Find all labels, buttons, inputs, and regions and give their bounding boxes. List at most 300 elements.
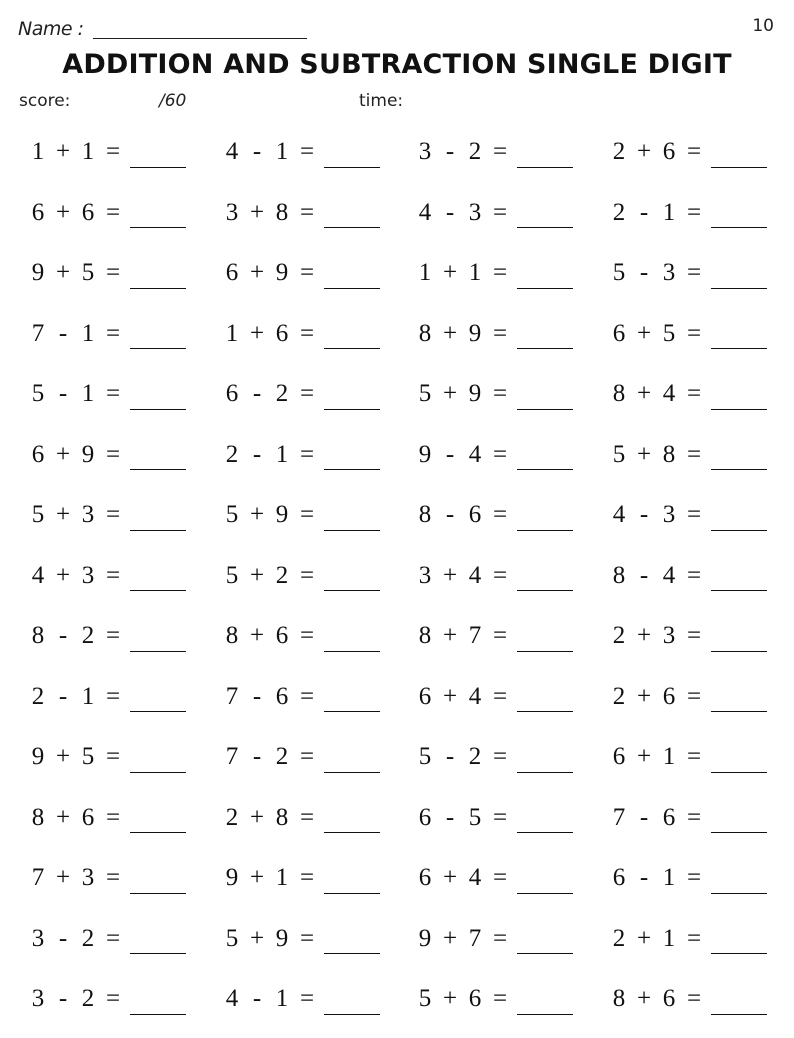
operand-b: 7 (468, 924, 482, 952)
math-problem (29, 493, 186, 537)
operator: + (636, 319, 652, 347)
operator: - (639, 501, 649, 528)
problem-row (0, 977, 794, 1038)
operand-b: 1 (81, 138, 95, 165)
math-problem (610, 251, 767, 295)
math-problem (416, 251, 573, 295)
operand-b: 1 (81, 682, 95, 710)
operator: - (58, 380, 68, 407)
problem-row (0, 433, 794, 494)
answer-blank[interactable] (711, 318, 767, 349)
equals-sign: = (492, 440, 508, 468)
operator: + (249, 924, 265, 952)
answer-blank[interactable] (324, 681, 380, 712)
answer-blank[interactable] (324, 621, 380, 652)
operand-b: 6 (468, 501, 482, 528)
operand-b: 4 (662, 561, 676, 589)
operand-b: 6 (275, 319, 289, 347)
answer-blank[interactable] (130, 863, 186, 894)
operator: - (639, 259, 649, 286)
math-problem (29, 312, 186, 356)
math-problem (610, 554, 767, 598)
operator: + (249, 803, 265, 831)
math-problem (610, 614, 767, 658)
operand-a: 5 (225, 561, 239, 589)
operator: + (249, 319, 265, 347)
answer-blank[interactable] (517, 258, 573, 289)
equals-sign: = (105, 380, 121, 407)
math-problem (416, 796, 573, 840)
equals-sign: = (492, 985, 508, 1012)
operand-b: 6 (81, 198, 95, 226)
operator: + (55, 138, 71, 165)
operand-b: 2 (275, 743, 289, 770)
operand-a: 2 (612, 622, 626, 649)
score-total: /60 (159, 91, 187, 111)
operator: - (445, 501, 455, 528)
operand-b: 1 (662, 864, 676, 891)
operand-a: 8 (418, 501, 432, 528)
math-problem (416, 312, 573, 356)
answer-blank[interactable] (517, 802, 573, 833)
answer-blank[interactable] (324, 863, 380, 894)
problem-row (0, 856, 794, 917)
operator: - (58, 985, 68, 1012)
answer-blank[interactable] (324, 984, 380, 1015)
operand-b: 8 (662, 440, 676, 468)
math-problem (223, 977, 380, 1021)
equals-sign: = (492, 803, 508, 831)
answer-blank[interactable] (324, 137, 380, 168)
operand-b: 6 (662, 138, 676, 165)
operand-b: 1 (81, 319, 95, 347)
answer-blank[interactable] (130, 439, 186, 470)
math-problem (610, 312, 767, 356)
equals-sign: = (105, 985, 121, 1012)
time-label: time: (359, 91, 404, 111)
equals-sign: = (492, 259, 508, 286)
equals-sign: = (105, 440, 121, 468)
operator: + (55, 198, 71, 226)
answer-blank[interactable] (324, 197, 380, 228)
equals-sign: = (686, 440, 702, 468)
operand-a: 6 (612, 743, 626, 770)
math-problem (223, 433, 380, 477)
operator: + (249, 198, 265, 226)
equals-sign: = (105, 682, 121, 710)
operand-b: 5 (81, 259, 95, 286)
equals-sign: = (299, 380, 315, 407)
name-answer-line[interactable] (93, 38, 307, 39)
operand-b: 6 (662, 985, 676, 1012)
operand-b: 4 (468, 440, 482, 468)
operand-a: 8 (418, 622, 432, 649)
math-problem (29, 433, 186, 477)
answer-blank[interactable] (324, 318, 380, 349)
operand-a: 5 (418, 380, 432, 407)
equals-sign: = (686, 380, 702, 407)
operator: + (442, 864, 458, 891)
equals-sign: = (299, 561, 315, 589)
answer-blank[interactable] (711, 500, 767, 531)
operand-a: 6 (418, 864, 432, 891)
math-problem (416, 372, 573, 416)
math-problem (610, 856, 767, 900)
math-problem (416, 614, 573, 658)
operand-b: 1 (662, 743, 676, 770)
operator: - (445, 198, 455, 226)
operator: - (639, 561, 649, 589)
operand-a: 4 (612, 501, 626, 528)
operand-a: 9 (31, 259, 45, 286)
operand-a: 7 (31, 864, 45, 891)
operand-a: 9 (418, 924, 432, 952)
operand-b: 1 (275, 864, 289, 891)
math-problem (416, 130, 573, 174)
math-problem (29, 554, 186, 598)
math-problem (29, 796, 186, 840)
operand-a: 5 (225, 924, 239, 952)
equals-sign: = (105, 622, 121, 649)
answer-blank[interactable] (711, 560, 767, 591)
operator: + (636, 138, 652, 165)
operand-b: 9 (275, 501, 289, 528)
operand-b: 7 (468, 622, 482, 649)
operand-b: 1 (275, 985, 289, 1012)
equals-sign: = (105, 138, 121, 165)
answer-blank[interactable] (324, 258, 380, 289)
operand-a: 3 (31, 985, 45, 1012)
operand-a: 7 (612, 803, 626, 831)
equals-sign: = (492, 743, 508, 770)
answer-blank[interactable] (517, 742, 573, 773)
answer-blank[interactable] (130, 258, 186, 289)
equals-sign: = (492, 138, 508, 165)
answer-blank[interactable] (324, 802, 380, 833)
operator: + (55, 561, 71, 589)
equals-sign: = (686, 864, 702, 891)
operator: - (252, 743, 262, 770)
operator: + (442, 622, 458, 649)
operand-b: 9 (81, 440, 95, 468)
equals-sign: = (105, 561, 121, 589)
operator: + (55, 864, 71, 891)
operand-a: 9 (31, 743, 45, 770)
answer-blank[interactable] (130, 560, 186, 591)
operand-b: 6 (662, 682, 676, 710)
answer-blank[interactable] (711, 137, 767, 168)
operator: + (442, 561, 458, 589)
operator: + (442, 924, 458, 952)
operand-a: 5 (418, 985, 432, 1012)
operand-b: 3 (468, 198, 482, 226)
operand-b: 1 (81, 380, 95, 407)
operand-a: 3 (418, 561, 432, 589)
operand-a: 8 (612, 561, 626, 589)
equals-sign: = (686, 259, 702, 286)
equals-sign: = (105, 924, 121, 952)
math-problem (223, 554, 380, 598)
math-problem (223, 856, 380, 900)
operand-b: 4 (662, 380, 676, 407)
operator: - (252, 682, 262, 710)
operand-a: 5 (612, 259, 626, 286)
operand-b: 1 (275, 440, 289, 468)
operator: + (636, 622, 652, 649)
answer-blank[interactable] (130, 379, 186, 410)
math-problem (29, 977, 186, 1021)
operand-a: 6 (612, 319, 626, 347)
operand-b: 1 (662, 924, 676, 952)
operator: - (58, 622, 68, 649)
answer-blank[interactable] (517, 984, 573, 1015)
operand-b: 6 (275, 622, 289, 649)
answer-blank[interactable] (711, 863, 767, 894)
equals-sign: = (492, 501, 508, 528)
operand-b: 3 (662, 622, 676, 649)
math-problem (223, 130, 380, 174)
equals-sign: = (299, 743, 315, 770)
operand-b: 2 (81, 924, 95, 952)
operand-b: 6 (275, 682, 289, 710)
equals-sign: = (492, 682, 508, 710)
operand-b: 2 (275, 380, 289, 407)
operand-a: 2 (225, 440, 239, 468)
math-problem (610, 191, 767, 235)
answer-blank[interactable] (517, 197, 573, 228)
answer-blank[interactable] (130, 318, 186, 349)
operator: - (445, 138, 455, 165)
operand-b: 3 (662, 501, 676, 528)
answer-blank[interactable] (517, 137, 573, 168)
math-problem (29, 251, 186, 295)
operator: + (55, 743, 71, 770)
math-problem (223, 796, 380, 840)
math-problem (223, 372, 380, 416)
math-problem (223, 735, 380, 779)
operand-a: 7 (225, 743, 239, 770)
operand-a: 5 (31, 501, 45, 528)
equals-sign: = (686, 682, 702, 710)
problem-row (0, 796, 794, 857)
equals-sign: = (686, 561, 702, 589)
operator: + (442, 259, 458, 286)
operand-a: 1 (31, 138, 45, 165)
equals-sign: = (492, 864, 508, 891)
equals-sign: = (105, 319, 121, 347)
operand-a: 5 (225, 501, 239, 528)
operator: + (55, 259, 71, 286)
operator: + (442, 682, 458, 710)
answer-blank[interactable] (130, 984, 186, 1015)
answer-blank[interactable] (324, 379, 380, 410)
answer-blank[interactable] (130, 137, 186, 168)
answer-blank[interactable] (130, 681, 186, 712)
operand-a: 9 (418, 440, 432, 468)
math-problem (416, 554, 573, 598)
equals-sign: = (105, 501, 121, 528)
equals-sign: = (299, 985, 315, 1012)
math-problem (610, 917, 767, 961)
equals-sign: = (299, 803, 315, 831)
operator: - (445, 743, 455, 770)
operand-a: 2 (612, 138, 626, 165)
operator: - (639, 803, 649, 831)
math-problem (223, 917, 380, 961)
equals-sign: = (299, 440, 315, 468)
operand-a: 4 (225, 985, 239, 1012)
answer-blank[interactable] (130, 621, 186, 652)
problem-row (0, 493, 794, 554)
answer-blank[interactable] (130, 197, 186, 228)
answer-blank[interactable] (324, 500, 380, 531)
score-label: score: (19, 91, 71, 111)
math-problem (416, 675, 573, 719)
answer-blank[interactable] (517, 379, 573, 410)
operator: + (636, 440, 652, 468)
answer-blank[interactable] (711, 923, 767, 954)
equals-sign: = (686, 319, 702, 347)
answer-blank[interactable] (130, 802, 186, 833)
operand-a: 3 (31, 924, 45, 952)
answer-blank[interactable] (517, 500, 573, 531)
answer-blank[interactable] (711, 742, 767, 773)
math-problem (610, 977, 767, 1021)
operator: + (249, 622, 265, 649)
operand-a: 2 (225, 803, 239, 831)
operand-a: 8 (612, 985, 626, 1012)
operator: - (639, 198, 649, 226)
answer-blank[interactable] (711, 681, 767, 712)
math-problem (29, 675, 186, 719)
operand-a: 6 (225, 380, 239, 407)
equals-sign: = (299, 622, 315, 649)
math-problem (610, 675, 767, 719)
math-problem (610, 796, 767, 840)
operand-a: 1 (225, 319, 239, 347)
name-label: Name : (18, 18, 84, 40)
math-problem (416, 856, 573, 900)
math-problem (416, 917, 573, 961)
math-problem (416, 735, 573, 779)
operator: - (58, 924, 68, 952)
math-problem (610, 433, 767, 477)
operand-a: 9 (225, 864, 239, 891)
equals-sign: = (299, 259, 315, 286)
answer-blank[interactable] (324, 742, 380, 773)
equals-sign: = (686, 622, 702, 649)
problem-row (0, 917, 794, 978)
answer-blank[interactable] (711, 258, 767, 289)
answer-blank[interactable] (517, 560, 573, 591)
math-problem (610, 372, 767, 416)
operand-b: 4 (468, 864, 482, 891)
answer-blank[interactable] (130, 923, 186, 954)
answer-blank[interactable] (711, 621, 767, 652)
operand-b: 4 (468, 561, 482, 589)
problem-row (0, 191, 794, 252)
operand-a: 8 (31, 622, 45, 649)
operator: - (252, 440, 262, 468)
math-problem (223, 493, 380, 537)
operand-b: 4 (468, 682, 482, 710)
operand-a: 1 (418, 259, 432, 286)
operand-b: 2 (81, 985, 95, 1012)
operand-b: 3 (81, 561, 95, 589)
answer-blank[interactable] (130, 742, 186, 773)
operand-a: 2 (612, 682, 626, 710)
operator: + (636, 743, 652, 770)
equals-sign: = (105, 743, 121, 770)
answer-blank[interactable] (517, 681, 573, 712)
answer-blank[interactable] (711, 802, 767, 833)
equals-sign: = (299, 924, 315, 952)
operator: - (252, 380, 262, 407)
answer-blank[interactable] (324, 923, 380, 954)
operand-a: 2 (612, 198, 626, 226)
problem-row (0, 372, 794, 433)
operand-b: 3 (81, 501, 95, 528)
operator: - (445, 803, 455, 831)
math-problem (610, 735, 767, 779)
operand-b: 3 (81, 864, 95, 891)
answer-blank[interactable] (130, 500, 186, 531)
answer-blank[interactable] (711, 984, 767, 1015)
math-problem (29, 130, 186, 174)
operator: + (249, 561, 265, 589)
equals-sign: = (105, 803, 121, 831)
operand-a: 6 (418, 682, 432, 710)
operand-b: 6 (81, 803, 95, 831)
math-problem (223, 251, 380, 295)
equals-sign: = (686, 198, 702, 226)
operator: + (249, 259, 265, 286)
equals-sign: = (492, 319, 508, 347)
equals-sign: = (492, 622, 508, 649)
math-problem (416, 433, 573, 477)
equals-sign: = (686, 743, 702, 770)
operand-a: 5 (418, 743, 432, 770)
math-problem (610, 493, 767, 537)
operator: + (249, 864, 265, 891)
operand-a: 6 (418, 803, 432, 831)
answer-blank[interactable] (517, 923, 573, 954)
answer-blank[interactable] (517, 318, 573, 349)
equals-sign: = (299, 319, 315, 347)
operand-b: 1 (662, 198, 676, 226)
operand-a: 8 (418, 319, 432, 347)
math-problem (416, 977, 573, 1021)
answer-blank[interactable] (517, 621, 573, 652)
answer-blank[interactable] (711, 197, 767, 228)
math-problem (223, 675, 380, 719)
operand-a: 6 (31, 440, 45, 468)
equals-sign: = (686, 985, 702, 1012)
operand-b: 9 (275, 259, 289, 286)
answer-blank[interactable] (711, 439, 767, 470)
answer-blank[interactable] (324, 560, 380, 591)
operand-b: 9 (468, 380, 482, 407)
answer-blank[interactable] (517, 439, 573, 470)
math-problem (29, 917, 186, 961)
math-problem (416, 493, 573, 537)
answer-blank[interactable] (711, 379, 767, 410)
answer-blank[interactable] (324, 439, 380, 470)
answer-blank[interactable] (517, 863, 573, 894)
math-problem (29, 191, 186, 235)
math-problem (223, 614, 380, 658)
operand-a: 6 (612, 864, 626, 891)
